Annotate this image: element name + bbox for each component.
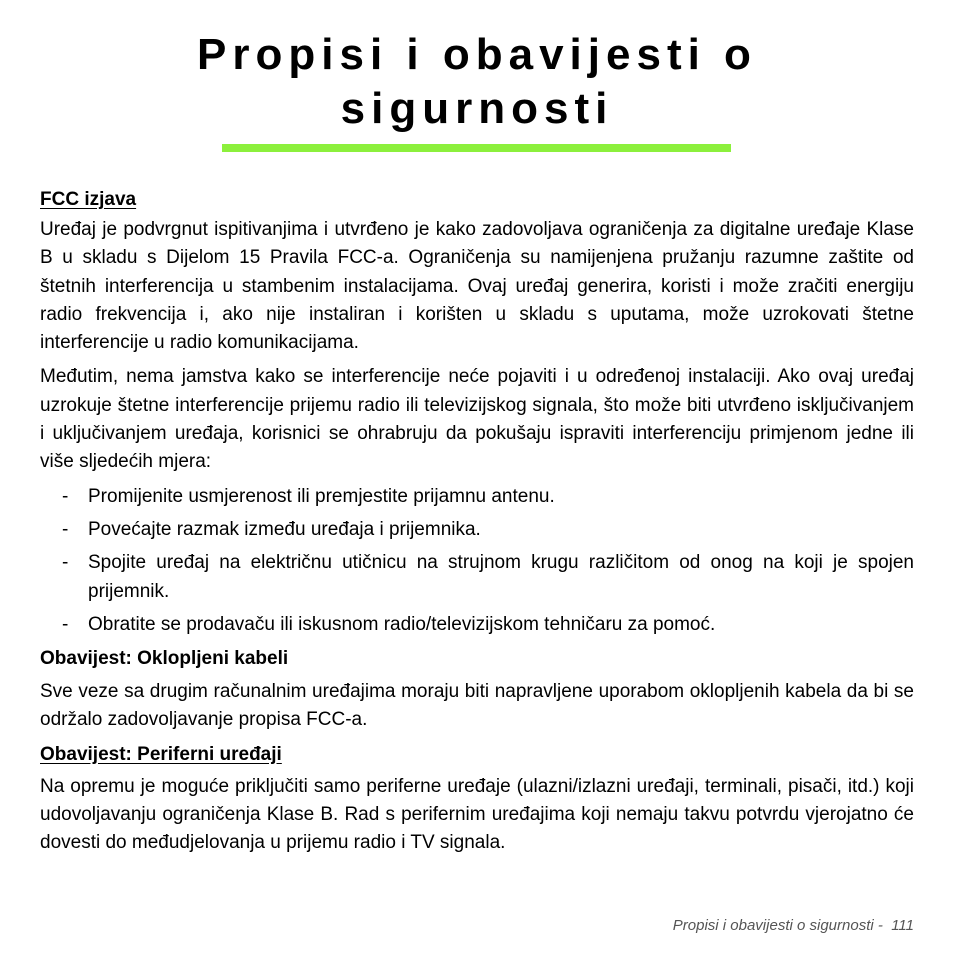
- section-heading-peripherals: Obavijest: Periferni uređaji: [40, 743, 282, 765]
- dash-bullet: -: [62, 518, 69, 540]
- dash-bullet: -: [62, 613, 69, 635]
- paragraph-peripherals: Na opremu je moguće priključiti samo periferne uređaje (ulazni/izlazni uređaji, terminali, pisači, itd.) koji udovoljavanju ograničenja Klase B. Rad s perifernim uređajima koji nemaju takvu potvrdu vjerojatno će dovesti do međudjelovanja u prijemu radio i TV signala.: [40, 775, 914, 854]
- section-heading-shielded-cables: Obavijest: Oklopljeni kabeli: [40, 648, 289, 670]
- dash-bullet: -: [62, 485, 69, 507]
- page-title: [0, 28, 954, 136]
- list-item-text: Povećajte razmak između uređaja i prijemnika.: [88, 518, 481, 540]
- page-footer: Propisi i obavijesti o sigurnosti - 111: [672, 917, 914, 934]
- list-item-text: Obratite se prodavaču ili iskusnom radio/televizijskom tehničaru za pomoć.: [88, 613, 716, 635]
- list-item: [40, 549, 914, 606]
- title-underline-rule: [222, 144, 731, 152]
- paragraph-shielded-cables: Sve veze sa drugim računalnim uređajima moraju biti napravljene uporabom oklopljenih kabela da bi se održalo zadovoljavanje propisa FCC-a.: [40, 681, 914, 731]
- page-title-line-2: sigurnosti: [340, 84, 614, 133]
- list-item: [40, 516, 914, 544]
- measures-list: [40, 483, 914, 639]
- list-item: [40, 483, 914, 511]
- list-item-text: Spojite uređaj na električnu utičnicu na strujnom krugu različitom od onog na koji je spojen prijemnik.: [88, 552, 914, 602]
- section-heading-fcc: FCC izjava: [40, 189, 137, 210]
- paragraph-fcc-2: Međutim, nema jamstva kako se interferencije neće pojaviti i u određenoj instalaciji. Ako ovaj uređaj uzrokuje štetne interferencije prijemu radio ili televizijskog signala, što može biti utvrđeno isključivanjem i uključivanjem uređaja, korisnici se ohrabruju da pokušaju ispraviti interferenciju primjenom jedne ili više sljedećih mjera:: [40, 366, 914, 473]
- dash-bullet: -: [62, 552, 69, 574]
- list-item-text: Promijenite usmjerenost ili premjestite prijamnu antenu.: [88, 485, 555, 507]
- list-item: [40, 611, 914, 639]
- page-title-line-1: Propisi i obavijesti o: [197, 30, 757, 79]
- document-content: [40, 186, 914, 864]
- paragraph-fcc-1: Uređaj je podvrgnut ispitivanjima i utvrđeno je kako zadovoljava ograničenja za digitalne uređaje Klase B u skladu s Dijelom 15 Pravila FCC-a. Ograničenja su namijenjena pružanju razumne zaštite od štetnih interferencija u stambenim instalacijama. Ovaj uređaj generira, koristi i može zračiti energiju radio frekvencija i, ako nije instaliran i korišten u skladu s uputama, može uzrokovati štetne interferencije u radio komunikacijama.: [40, 219, 914, 354]
